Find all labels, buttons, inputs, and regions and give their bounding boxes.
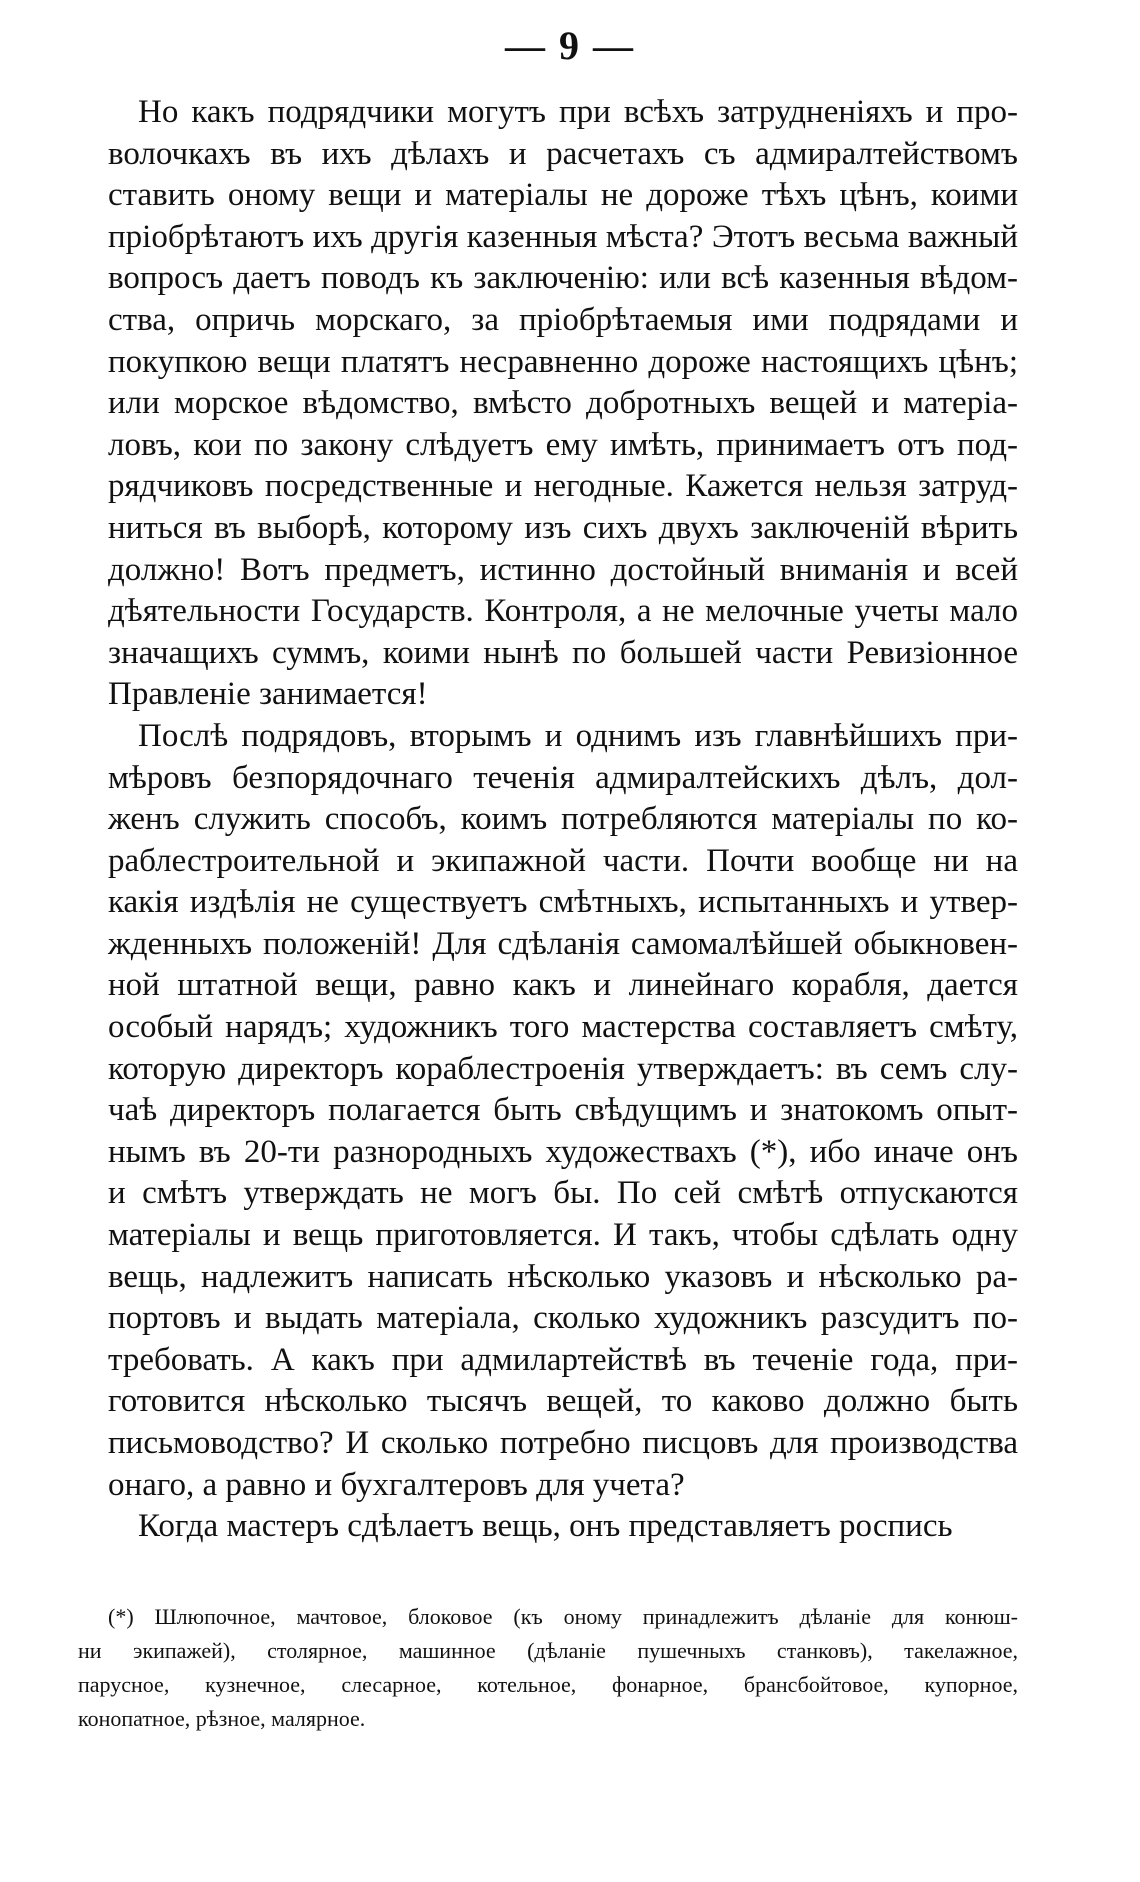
paragraph-3 xyxy=(78,1506,1018,1548)
footnote-line: ни экипажей), столярное, машинное (дѣланіе пушечныхъ станковъ), такелажное, xyxy=(78,1638,1018,1663)
text-line: онаго, а равно и бухгалтеровъ для учета? xyxy=(108,1466,685,1503)
footnote-line: (*) Шлюпочное, мачтовое, блоковое (къ оному принадлежитъ дѣланіе для конюш- xyxy=(108,1604,1018,1629)
text-line: и смѣтъ утверждать не могъ бы. По сей смѣтѣ отпускаются xyxy=(108,1175,1018,1212)
page-number: — 9 — xyxy=(505,23,635,68)
paragraph-1 xyxy=(78,92,1018,716)
text-line: ниться въ выборѣ, которому изъ сихъ двухъ заключеній вѣрить xyxy=(108,509,1018,546)
footnote-line: конопатное, рѣзное, малярное. xyxy=(78,1706,366,1731)
text-line: пріобрѣтаютъ ихъ другія казенныя мѣста? Этотъ весьма важный xyxy=(108,218,1018,255)
text-line: раблестроительной и экипажной части. Почти вообще ни на xyxy=(108,842,1018,879)
text-line: особый нарядъ; художникъ того мастерства составляетъ смѣту, xyxy=(108,1009,1018,1046)
text-line: жденныхъ положеній! Для сдѣланія самомалѣйшей обыкновен- xyxy=(108,925,1018,962)
text-line: Но какъ подрядчики могутъ при всѣхъ затрудненіяхъ и про- xyxy=(138,94,1018,130)
text-line: рядчиковъ посредственные и негодные. Кажется нельзя затруд- xyxy=(108,468,1018,505)
text-line: ставить оному вещи и матеріалы не дороже тѣхъ цѣнъ, коими xyxy=(108,177,1018,214)
text-line: которую директоръ кораблестроенія утверждаетъ: въ семъ слу- xyxy=(108,1050,1018,1087)
text-line: Когда мастеръ сдѣлаетъ вещь, онъ представляетъ роспись xyxy=(138,1508,953,1545)
text-line: Правленіе занимается! xyxy=(108,676,428,713)
text-line: женъ служить способъ, коимъ потребляются матеріалы по ко- xyxy=(108,801,1018,838)
text-line: вопросъ даетъ поводъ къ заключенію: или всѣ казенныя вѣдом- xyxy=(108,260,1018,297)
text-line: Послѣ подрядовъ, вторымъ и однимъ изъ главнѣйшихъ при- xyxy=(138,717,1018,754)
footnote-line: парусное, кузнечное, слесарное, котельное, фонарное, брансбойтовое, купорное, xyxy=(78,1672,1018,1697)
text-line: портовъ и выдать матеріала, сколько художникъ разсудитъ по- xyxy=(108,1300,1018,1337)
text-line: дѣятельности Государств. Контроля, а не мелочные учеты мало xyxy=(108,593,1018,630)
text-line: ной штатной вещи, равно какъ и линейнаго корабля, дается xyxy=(108,967,1018,1004)
footnote xyxy=(78,1600,1018,1736)
main-text xyxy=(78,92,1018,1548)
text-line: значащихъ суммъ, коими нынѣ по большей части Ревизіонное xyxy=(108,634,1018,671)
text-line: волочкахъ въ ихъ дѣлахъ и расчетахъ съ адмиралтействомъ xyxy=(108,135,1018,172)
text-line: или морское вѣдомство, вмѣсто добротныхъ вещей и матеріа- xyxy=(108,385,1018,422)
text-line: покупкою вещи платятъ несравненно дороже настоящихъ цѣнъ; xyxy=(108,343,1018,380)
text-line: ловъ, кои по закону слѣдуетъ ему имѣть, принимаетъ отъ под- xyxy=(108,426,1018,463)
text-line: вещь, надлежитъ написать нѣсколько указовъ и нѣсколько ра- xyxy=(108,1258,1018,1295)
text-line: должно! Вотъ предметъ, истинно достойный вниманія и всей xyxy=(108,551,1018,588)
text-line: ства, опричь морскаго, за пріобрѣтаемыя ими подрядами и xyxy=(108,301,1018,338)
paragraph-2 xyxy=(78,716,1018,1506)
text-line: письмоводство? И сколько потребно писцовъ для производства xyxy=(108,1425,1018,1461)
text-line: требовать. А какъ при адмилартействѣ въ теченіе года, при- xyxy=(108,1341,1018,1378)
text-line: готовится нѣсколько тысячъ вещей, то каково должно быть xyxy=(108,1383,1018,1420)
text-line: нымъ въ 20-ти разнородныхъ художествахъ (*), ибо иначе онъ xyxy=(108,1133,1018,1170)
text-line: чаѣ директоръ полагается быть свѣдущимъ и знатокомъ опыт- xyxy=(108,1092,1018,1129)
text-line: мѣровъ безпорядочнаго теченія адмиралтейскихъ дѣлъ, дол- xyxy=(108,759,1018,796)
text-line: какія издѣлія не существуетъ смѣтныхъ, испытанныхъ и утвер- xyxy=(108,884,1018,921)
text-line: матеріалы и вещь приготовляется. И такъ, чтобы сдѣлать одну xyxy=(108,1217,1018,1254)
